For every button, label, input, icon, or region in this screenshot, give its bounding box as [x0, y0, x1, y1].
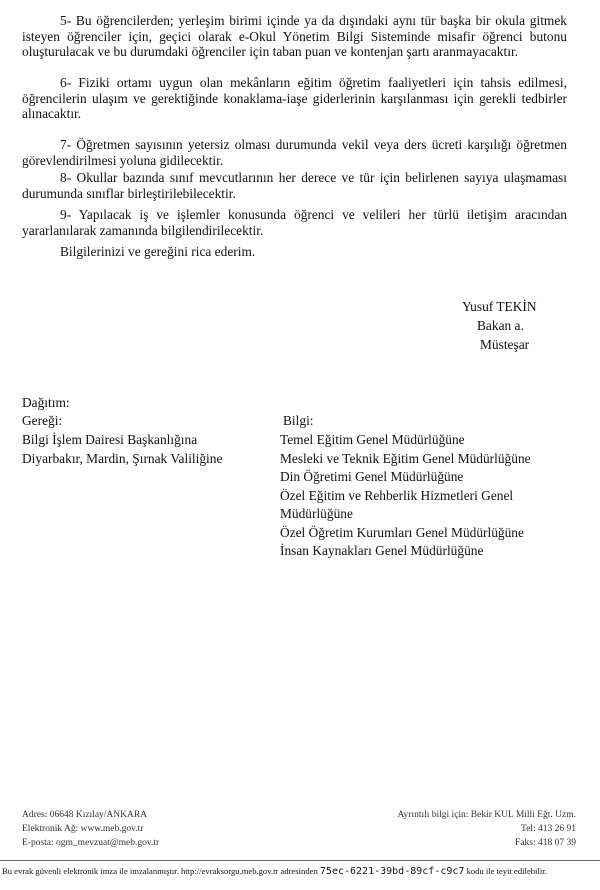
footer-contact-block [398, 808, 576, 850]
info-recipients-list [280, 431, 531, 561]
footer-email: E-posta: ogm_mevzuat@meb.gov.tr [22, 838, 160, 848]
recipient: Din Öğretimi Genel Müdürlüğüne [280, 469, 464, 484]
footer-phone: Tel: 413 26 91 [520, 824, 576, 834]
recipient: Mesleki ve Teknik Eğitim Genel Müdürlüğüne [280, 450, 531, 466]
recipient: İnsan Kaynakları Genel Müdürlüğüne [280, 543, 484, 558]
footer-contact-person: Ayrıntılı bilgi için: Bekir KUL Milli Eğt. Uzm. [397, 810, 576, 820]
paragraph-5: 5- Bu öğrencilerden; yerleşim birimi içinde ya da dışındaki aynı tür başka bir okula gitmek isteyen öğrenciler için, geçici olarak e-Okul Yönetim Bilgi Sisteminde misafir öğrenci butonu oluşturulacak ve bu durumdaki öğrenciler için taban puan ve kontenjan şartı aranmayacaktır. [22, 13, 567, 59]
recipient: Özel Eğitim ve Rehberlik Hizmetleri Genel [280, 487, 514, 503]
signatory-office: Müsteşar [480, 337, 530, 352]
info-recipients-heading: Bilgi: [283, 413, 314, 428]
closing-sentence: Bilgilerinizi ve gereğini rica ederim. [60, 244, 256, 259]
e-signature-verification [2, 866, 598, 877]
action-recipients-heading: Gereği: [22, 413, 63, 428]
verification-code: 75ec-6221-39bd-89cf-c9c7 [319, 866, 465, 877]
recipient: Temel Eğitim Genel Müdürlüğüne [280, 432, 465, 447]
distribution-heading: Dağıtım: [22, 395, 70, 410]
footer-address-block [22, 808, 159, 850]
recipient: Müdürlüğüne [280, 506, 353, 521]
paragraph-6: 6- Fiziki ortamı uygun olan mekânların eğitim öğretim faaliyetleri için tahsis edilmesi, öğrencilerin ulaşım ve gerektiğinde konaklama-iaşe giderlerinin karşılanması için gerekli tedbirler alınacaktır. [22, 75, 567, 121]
footer-fax: Faks: 418 07 39 [515, 838, 576, 848]
footer-divider [0, 860, 600, 861]
footer-address: Adres: 06648 Kızılay/ANKARA [22, 810, 148, 820]
recipient: Diyarbakır, Mardin, Şırnak Valiliğine [22, 450, 223, 466]
recipient: Özel Öğretim Kurumları Genel Müdürlüğüne [280, 524, 524, 540]
verification-suffix: kodu ile teyit edilebilir. [466, 866, 547, 876]
verification-text: Bu evrak güvenli elektronik imza ile imzalanmıştır. http://evraksorgu.meb.gov.tr adresinden [2, 866, 318, 876]
signatory-name: Yusuf TEKİN [462, 299, 537, 314]
recipient: Bilgi İşlem Dairesi Başkanlığına [22, 432, 198, 447]
paragraph-8: 8- Okullar bazında sınıf mevcutlarının her derece ve tür için belirlenen sayıya ulaşmaması durumunda sınıflar birleştirilebilecektir. [22, 170, 567, 201]
footer-website: Elektronik Ağ: www.meb.gov.tr [22, 824, 144, 834]
paragraph-7: 7- Öğretmen sayısının yetersiz olması durumunda vekil veya ders ücreti karşılığı öğretmen görevlendirilmesi yoluna gidilecektir. [22, 137, 567, 168]
action-recipients-list [22, 431, 222, 468]
paragraph-9: 9- Yapılacak iş ve işlemler konusunda öğrenci ve velileri her türlü iletişim aracından yararlanılarak zamanında bilgilendirilecektir. [22, 207, 567, 238]
signatory-role: Bakan a. [477, 318, 524, 333]
